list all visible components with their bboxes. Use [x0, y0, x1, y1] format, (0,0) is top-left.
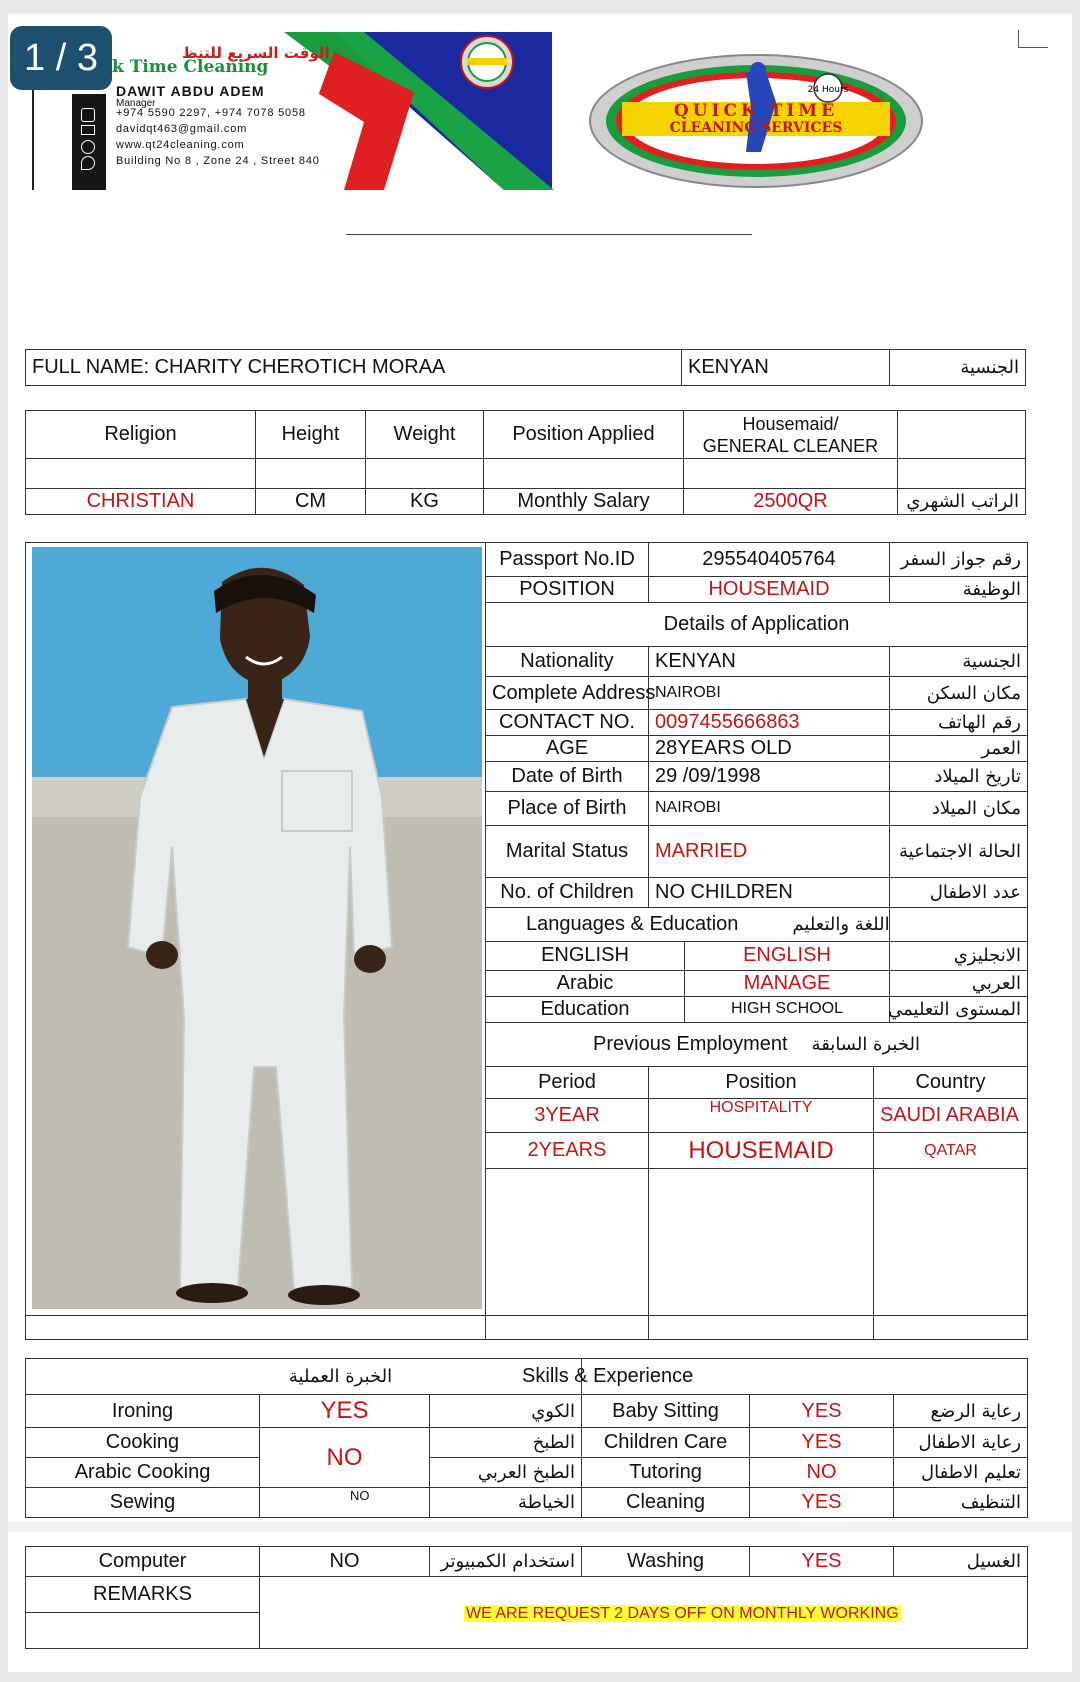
empty-cell [649, 1316, 874, 1340]
skill-ironing-value: YES [260, 1395, 430, 1428]
empty-cell [898, 459, 1026, 489]
skill-children-label: Children Care [582, 1428, 750, 1458]
basic-info-table [25, 410, 1026, 515]
age-label: AGE [486, 735, 649, 761]
language-english-label: ENGLISH [486, 942, 685, 970]
dob-label: Date of Birth [486, 761, 649, 791]
pob-value: NAIROBI [649, 791, 890, 825]
position-ar: الوظيفة [890, 577, 1028, 603]
dob-value: 29 /09/1998 [649, 761, 890, 791]
language-arabic-ar: العربي [890, 970, 1028, 996]
skill-sewing-value: NO [260, 1488, 430, 1518]
empty-cell [366, 459, 484, 489]
details-section-title: Details of Application [486, 603, 1028, 647]
address-label: Complete Address [486, 677, 649, 709]
skill-cleaning-label: Cleaning [582, 1488, 750, 1518]
skill-ironing-ar: الكوي [430, 1395, 582, 1428]
skill-cleaning-ar: التنظيف [894, 1488, 1028, 1518]
position-applied-line-2: GENERAL CLEANER [702, 435, 879, 456]
empty-cell [486, 1169, 649, 1316]
skill-tutoring-value: NO [750, 1458, 894, 1488]
page-counter-badge[interactable]: 1 / 3 [10, 26, 112, 90]
skill-computer-value: NO [260, 1547, 430, 1577]
header-divider [346, 234, 752, 235]
position-label: POSITION [486, 577, 649, 603]
card-brand: k Time Cleaning [112, 57, 269, 77]
header-nationality-ar: الجنسية [890, 350, 1026, 386]
card-email: davidqt463@gmail.com [116, 123, 248, 135]
marital-ar: الحالة الاجتماعية [890, 826, 1028, 878]
salary-value: 2500QR [684, 489, 898, 515]
employment-period: 2YEARS [486, 1133, 649, 1169]
education-ar: المستوى التعليمي [890, 996, 1028, 1022]
nationality-value: KENYAN [649, 647, 890, 677]
skill-sewing-ar: الخياطة [430, 1488, 582, 1518]
passport-ar: رقم جواز السفر [890, 543, 1028, 577]
logo-line-2: CLEANING SERVICES [669, 120, 843, 136]
salary-label: Monthly Salary [484, 489, 684, 515]
languages-title [486, 908, 890, 942]
position-applied-line-1: Housemaid/ [742, 413, 839, 434]
languages-title-text: Languages & Education [526, 913, 739, 936]
empty-cell [898, 411, 1026, 459]
skill-washing-ar: الغسيل [894, 1547, 1028, 1577]
full-name: FULL NAME: CHARITY CHEROTICH MORAA [26, 350, 682, 386]
passport-value: 295540405764 [649, 543, 890, 577]
nationality-ar: الجنسية [890, 647, 1028, 677]
skill-cleaning-value: YES [750, 1488, 894, 1518]
employment-header-period: Period [486, 1066, 649, 1098]
remarks-cell [260, 1577, 1028, 1649]
religion-value: CHRISTIAN [26, 489, 256, 515]
skill-arabic-cooking-ar: الطبخ العربي [430, 1458, 582, 1488]
skill-cooking-ar: الطبخ [430, 1428, 582, 1458]
employment-position: HOSPITALITY [649, 1098, 874, 1132]
company-logo [586, 52, 926, 190]
skill-baby-label: Baby Sitting [582, 1395, 750, 1428]
marital-label: Marital Status [486, 826, 649, 878]
skills-title-text: Skills & Experience [522, 1365, 694, 1387]
language-arabic-label: Arabic [486, 970, 685, 996]
contact-value: 0097455666863 [649, 709, 890, 735]
position-value: HOUSEMAID [649, 577, 890, 603]
globe-icon [81, 140, 95, 154]
employment-period: 3YEAR [486, 1098, 649, 1132]
pob-ar: مكان الميلاد [890, 791, 1028, 825]
language-english-ar: الانجليزي [890, 942, 1028, 970]
position-applied-label: Position Applied [484, 411, 684, 459]
skill-baby-value: YES [750, 1395, 894, 1428]
skill-tutoring-label: Tutoring [582, 1458, 750, 1488]
skill-cooking-value: NO [260, 1428, 430, 1488]
location-icon [81, 156, 95, 170]
skill-sewing-label: Sewing [26, 1488, 260, 1518]
empty-cell [684, 459, 898, 489]
details-table [25, 542, 1028, 1340]
logo-line-1: QUICK TIME [673, 101, 839, 121]
skills-title [522, 1359, 1028, 1395]
position-applied-value [684, 411, 898, 459]
dob-ar: تاريخ الميلاد [890, 761, 1028, 791]
skill-baby-ar: رعاية الرضع [894, 1395, 1028, 1428]
card-person-name: DAWIT ABDU ADEM [116, 83, 265, 99]
pob-label: Place of Birth [486, 791, 649, 825]
children-value: NO CHILDREN [649, 878, 890, 908]
phone-icon [81, 108, 95, 122]
photo-cell [26, 543, 486, 1316]
document-page [8, 14, 1072, 1672]
email-icon [81, 125, 95, 135]
employment-position: HOUSEMAID [649, 1133, 874, 1169]
employment-ar: الخبرة السابقة [811, 1033, 920, 1055]
language-english-value: ENGLISH [685, 942, 890, 970]
education-label: Education [486, 996, 685, 1022]
skill-washing-value: YES [750, 1547, 894, 1577]
salary-ar: الراتب الشهري [898, 489, 1026, 515]
weight-label: Weight [366, 411, 484, 459]
height-label: Height [256, 411, 366, 459]
education-value: HIGH SCHOOL [685, 996, 890, 1022]
empty-cell [890, 908, 1028, 942]
skill-children-value: YES [750, 1428, 894, 1458]
empty-cell [486, 1316, 649, 1340]
empty-cell [26, 1316, 486, 1340]
header-nationality: KENYAN [682, 350, 890, 386]
empty-cell [256, 459, 366, 489]
contact-label: CONTACT NO. [486, 709, 649, 735]
nationality-label: Nationality [486, 647, 649, 677]
remarks-value: WE ARE REQUEST 2 DAYS OFF ON MONTHLY WORKING [466, 1605, 899, 1622]
contact-ar: رقم الهاتف [890, 709, 1028, 735]
skills-table [25, 1358, 1028, 1518]
empty-cell [484, 459, 684, 489]
card-phone: +974 5590 2297, +974 7078 5058 [116, 107, 306, 119]
employment-title [486, 1022, 1028, 1066]
skills-title-ar: الخبرة العملية [26, 1359, 582, 1395]
name-table [25, 349, 1026, 386]
height-value: CM [256, 489, 366, 515]
skill-children-ar: رعاية الاطفال [894, 1428, 1028, 1458]
religion-label: Religion [26, 411, 256, 459]
skill-arabic-cooking-label: Arabic Cooking [26, 1458, 260, 1488]
languages-ar: اللغة والتعليم [792, 914, 890, 936]
skill-cooking-label: Cooking [26, 1428, 260, 1458]
card-address: Building No 8 , Zone 24 , Street 840 [116, 155, 320, 167]
logo-badge: 24 Hours [807, 85, 849, 95]
page-corner-mark [1018, 30, 1048, 48]
employment-header-country: Country [874, 1066, 1028, 1098]
card-arabic-name: الوقت السريع للتنظ [182, 44, 330, 62]
skill-ironing-label: Ironing [26, 1395, 260, 1428]
empty-cell [26, 1613, 260, 1649]
empty-cell [874, 1169, 1028, 1316]
empty-cell [874, 1316, 1028, 1340]
weight-value: KG [366, 489, 484, 515]
empty-cell [26, 459, 256, 489]
employment-country: QATAR [874, 1133, 1028, 1169]
employment-title-text: Previous Employment [593, 1032, 788, 1055]
employment-header-position: Position [649, 1066, 874, 1098]
marital-value: MARRIED [649, 826, 890, 878]
children-label: No. of Children [486, 878, 649, 908]
children-ar: عدد الاطفال [890, 878, 1028, 908]
card-website: www.qt24cleaning.com [116, 139, 245, 151]
skills-table-continued [25, 1546, 1028, 1649]
passport-label: Passport No.ID [486, 543, 649, 577]
employment-country: SAUDI ARABIA [874, 1098, 1028, 1132]
skill-washing-label: Washing [582, 1547, 750, 1577]
address-value: NAIROBI [649, 677, 890, 709]
page-break [8, 1522, 1072, 1532]
empty-cell [649, 1169, 874, 1316]
age-value: 28YEARS OLD [649, 735, 890, 761]
remarks-label: REMARKS [26, 1577, 260, 1613]
applicant-photo [32, 547, 482, 1309]
language-arabic-value: MANAGE [685, 970, 890, 996]
skill-computer-label: Computer [26, 1547, 260, 1577]
skill-computer-ar: استخدام الكمبيوتر [430, 1547, 582, 1577]
card-role: Manager [116, 98, 156, 109]
address-ar: مكان السكن [890, 677, 1028, 709]
skill-tutoring-ar: تعليم الاطفال [894, 1458, 1028, 1488]
age-ar: العمر [890, 735, 1028, 761]
